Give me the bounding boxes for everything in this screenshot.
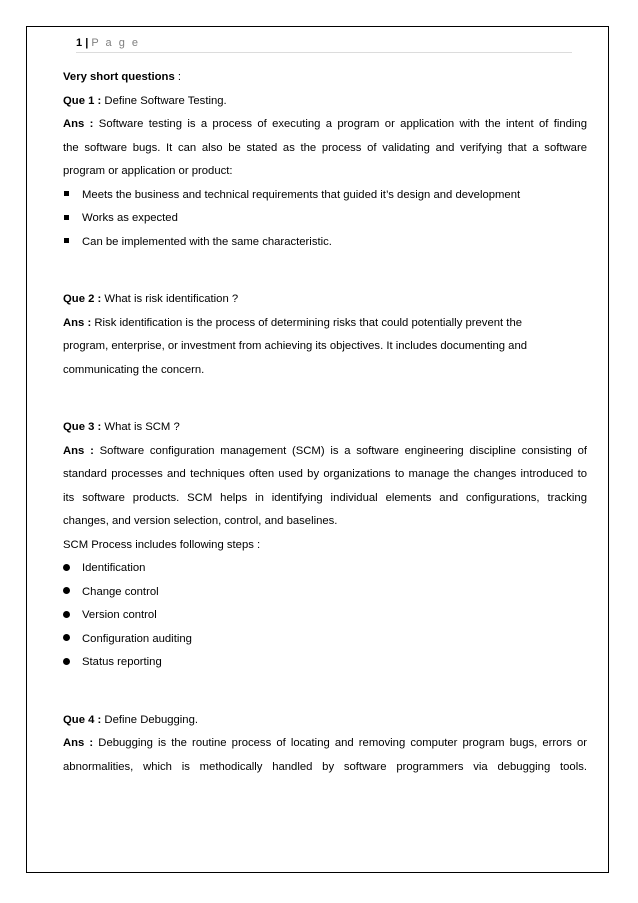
answer-1-line-3: program or application or product:: [63, 165, 233, 177]
question-text: What is risk identification ?: [101, 293, 239, 305]
question-label: Que 4 :: [63, 713, 102, 726]
list-item: Version control: [63, 604, 587, 628]
question-3: [63, 416, 587, 440]
steps-intro: SCM Process includes following steps :: [63, 538, 261, 551]
answer-4-line-2: abnormalities, which is methodically handled by software programmers via debugging tools.: [63, 760, 587, 773]
list-item: Identification: [63, 557, 587, 581]
answer-label: Ans :: [63, 118, 94, 130]
header-separator: |: [85, 37, 89, 49]
question-label: Que 2 :: [63, 293, 102, 305]
document-body: [63, 66, 587, 779]
answer-3-line-1: Ans : Software configuration management (SCM) is a software engineering discipline consisting of: [63, 444, 587, 457]
answer-label: Ans :: [63, 316, 92, 329]
round-bullet-icon: [63, 581, 82, 605]
answer-3-line-4: changes, and version selection, control, and baselines.: [63, 515, 338, 527]
list-item: Configuration auditing: [63, 628, 587, 652]
answer-2-line-1: Ans : Risk identification is the process of determining risks that could potentially prevent the: [63, 316, 523, 329]
square-bullet-icon: [63, 207, 82, 231]
page-word: P a g e: [91, 37, 140, 49]
question-label: Que 3 :: [63, 421, 102, 433]
list-item: Can be implemented with the same characteristic.: [63, 231, 587, 255]
list-item: Change control: [63, 581, 587, 605]
page-header: [76, 36, 572, 53]
square-bullet-icon: [63, 184, 82, 208]
question-4: [63, 709, 587, 733]
list-item: Meets the business and technical requirements that guided it’s design and development: [63, 184, 587, 208]
round-bullet-icon: [63, 604, 82, 628]
section-heading: Very short questions :: [63, 71, 182, 83]
list-item: Works as expected: [63, 207, 587, 231]
list-item: Status reporting: [63, 651, 587, 675]
question-label: Que 1 :: [63, 94, 102, 107]
answer-4-line-1: Ans : Debugging is the routine process of locating and removing computer program bugs, errors or: [63, 737, 587, 749]
answer-2-line-2: program, enterprise, or investment from achieving its objectives. It includes documenting and: [63, 340, 528, 352]
answer-1-line-1: Ans : Software testing is a process of executing a program or application with the intent of finding: [63, 118, 587, 130]
round-bullet-icon: [63, 628, 82, 652]
page-number: 1: [76, 37, 83, 49]
question-text: What is SCM ?: [101, 421, 180, 433]
answer-3-line-2: standard processes and techniques often used by organizations to manage the changes introduced to: [63, 468, 587, 480]
answer-1-line-2: the software bugs. It can also be stated as the process of validating and verifying that a software: [63, 141, 587, 154]
round-bullet-icon: [63, 651, 82, 675]
question-1: [63, 90, 587, 114]
question-2: [63, 288, 587, 312]
answer-2-line-3: communicating the concern.: [63, 363, 205, 376]
answer-label: Ans :: [63, 737, 94, 749]
round-bullet-icon: [63, 557, 82, 581]
answer-label: Ans :: [63, 444, 94, 457]
question-text: Define Debugging.: [101, 713, 199, 726]
answer-3-line-3: its software products. SCM helps in identifying individual elements and configurations, tracking: [63, 491, 587, 504]
square-bullet-icon: [63, 231, 82, 255]
question-text: Define Software Testing.: [101, 94, 227, 107]
